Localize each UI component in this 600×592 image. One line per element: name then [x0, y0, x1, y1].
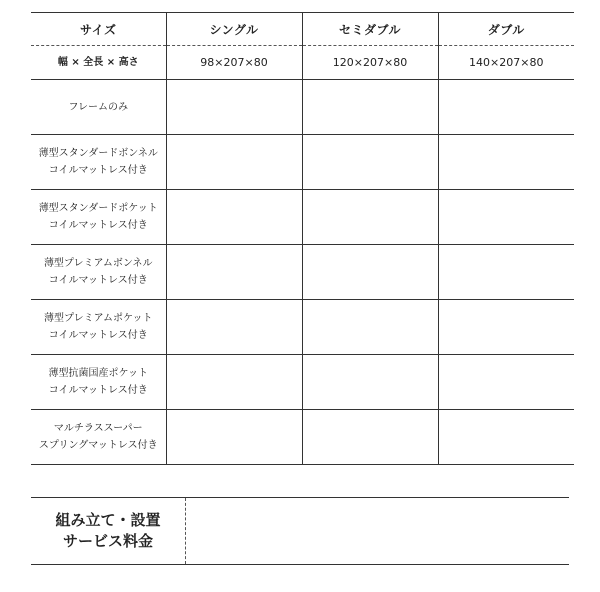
price-cell-double [438, 300, 574, 355]
service-label-line: サービス料金 [62, 532, 153, 550]
header-double: ダブル [438, 13, 574, 46]
price-cell-semi-double [302, 300, 438, 355]
row-label-standard-pocket [31, 190, 166, 245]
row-label-line: 薄型プレミアムボンネル [43, 258, 153, 269]
row-label-line: 薄型プレミアムポケット [44, 313, 153, 324]
row-label-line: コイルマットレス付き [48, 220, 148, 231]
table-row [31, 245, 574, 300]
row-label-line: マルチラススーパー [53, 423, 143, 434]
price-cell-single [166, 80, 302, 135]
price-cell-double [438, 245, 574, 300]
row-label-line: フレームのみ [68, 101, 129, 113]
price-cell-double [438, 190, 574, 245]
service-label-line: 組み立て・設置 [55, 511, 161, 529]
price-cell-double [438, 355, 574, 410]
price-cell-semi-double [302, 245, 438, 300]
row-label-premium-bonnell [31, 245, 166, 300]
price-cell-semi-double [302, 410, 438, 465]
assembly-service-box [31, 497, 569, 565]
price-cell-double [438, 135, 574, 190]
price-cell-single [166, 190, 302, 245]
price-cell-single [166, 355, 302, 410]
table-row [31, 355, 574, 410]
price-cell-single [166, 410, 302, 465]
price-cell-semi-double [302, 135, 438, 190]
dimensions-row [31, 46, 574, 80]
price-cell-semi-double [302, 80, 438, 135]
row-label-line: 薄型抗菌国産ポケット [48, 368, 148, 379]
assembly-service-label [31, 498, 186, 564]
row-label-line: 薄型スタンダードポケット [38, 203, 158, 214]
row-label-line: スプリングマットレス付き [38, 440, 158, 451]
price-cell-semi-double [302, 355, 438, 410]
row-label-multi-lath-super-spring [31, 410, 166, 465]
dimensions-label: 幅 × 全長 × 高さ [31, 46, 166, 80]
dimensions-semi-double: 120×207×80 [302, 46, 438, 80]
row-label-line: コイルマットレス付き [48, 275, 148, 286]
header-size-label: サイズ [31, 13, 166, 46]
price-cell-double [438, 410, 574, 465]
price-cell-single [166, 135, 302, 190]
header-semi-double: セミダブル [302, 13, 438, 46]
header-single: シングル [166, 13, 302, 46]
price-cell-single [166, 300, 302, 355]
table-row [31, 410, 574, 465]
table-header-row [31, 13, 574, 46]
size-price-table [31, 12, 574, 465]
row-label-line: コイルマットレス付き [48, 330, 148, 341]
row-label-standard-bonnell [31, 135, 166, 190]
table-row [31, 80, 574, 135]
row-label-line: コイルマットレス付き [48, 165, 148, 176]
assembly-service-price-cell [186, 498, 569, 564]
row-label-line: コイルマットレス付き [48, 385, 148, 396]
dimensions-double: 140×207×80 [438, 46, 574, 80]
dimensions-single: 98×207×80 [166, 46, 302, 80]
table-row [31, 190, 574, 245]
row-label-premium-pocket [31, 300, 166, 355]
table-row [31, 300, 574, 355]
price-cell-double [438, 80, 574, 135]
row-label-line: 薄型スタンダードボンネル [38, 148, 158, 159]
row-label-antibacterial-pocket [31, 355, 166, 410]
price-cell-semi-double [302, 190, 438, 245]
row-label-frame-only [31, 80, 166, 135]
price-cell-single [166, 245, 302, 300]
table-row [31, 135, 574, 190]
